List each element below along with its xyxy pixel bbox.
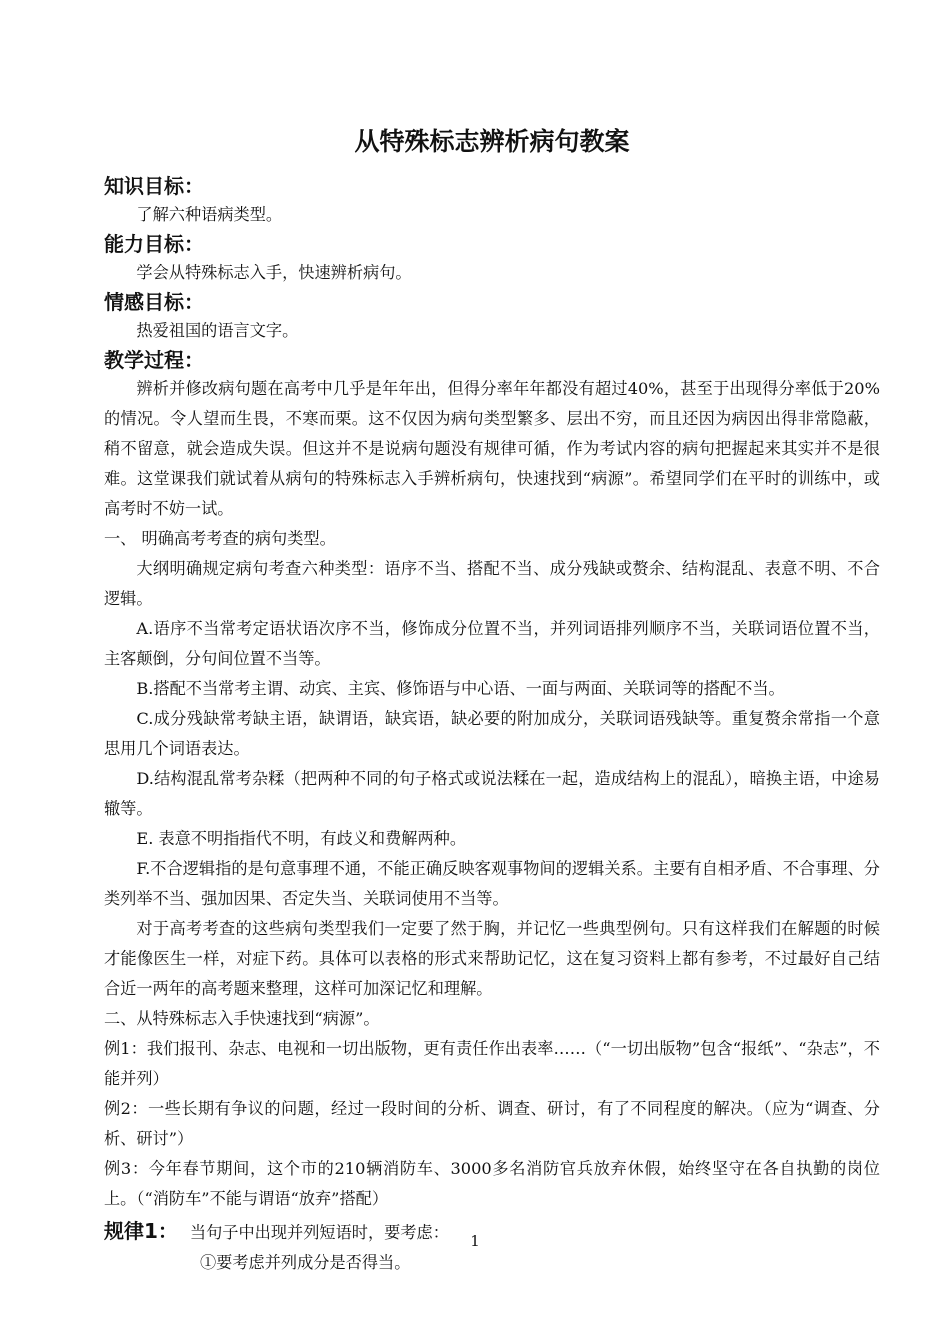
page-title: 从特殊标志辨析病句教案 bbox=[354, 127, 630, 156]
part1-text: 大纲明确规定病句考查六种类型：语序不当、搭配不当、成分残缺或赘余、结构混乱、表意不明、不合逻辑。 bbox=[104, 559, 880, 608]
emotion-text: 热爱祖国的语言文字。 bbox=[136, 321, 299, 340]
part1-heading: 一、 明确高考考查的病句类型。 bbox=[104, 529, 336, 548]
type-f-paragraph: F.不合逻辑指的是句意事理不通，不能正确反映客观事物间的逻辑关系。主要有自相矛盾、不合事理、分类列举不当、强加因果、否定失当、关联词使用不当等。 bbox=[104, 859, 880, 908]
intro-paragraph: 辨析并修改病句题在高考中几乎是年年出，但得分率年年都没有超过40%，甚至于出现得分率低于20%的情况。令人望而生畏，不寒而栗。这不仅因为病句类型繁多、层出不穷，而且还因为病因出得非常隐蔽，稍不留意，就会造成失误。但这并不是说病句题没有规律可循，作为考试内容的病句把握起来其实并不是很难。这堂课我们就试着从病句的特殊标志入手辨析病句，快速找到“病源”。希望同学们在平时的训练中，或高考时不妨一试。 bbox=[104, 379, 880, 518]
summary-paragraph: 对于高考考查的这些病句类型我们一定要了然于胸，并记忆一些典型例句。只有这样我们在解题的时候才能像医生一样，对症下药。具体可以表格的形式来帮助记忆，这在复习资料上都有参考，不过最好自己结合近一两年的高考题来整理，这样可加深记忆和理解。 bbox=[104, 919, 880, 998]
type-b-paragraph: B.搭配不当常考主谓、动宾、主宾、修饰语与中心语、一面与两面、关联词等的搭配不当。 bbox=[136, 679, 785, 698]
example-1: 例1：我们报刊、杂志、电视和一切出版物，更有责任作出表率……（“一切出版物”包含“报纸”、“杂志”，不能并列） bbox=[104, 1039, 880, 1088]
rule-1-sub-1: ①要考虑并列成分是否得当。 bbox=[200, 1253, 411, 1272]
knowledge-heading: 知识目标： bbox=[104, 174, 204, 198]
part2-heading: 二、从特殊标志入手快速找到“病源”。 bbox=[104, 1009, 380, 1028]
type-c-paragraph: C.成分残缺常考缺主语，缺谓语，缺宾语，缺必要的附加成分，关联词语残缺等。重复赘余常指一个意思用几个词语表达。 bbox=[104, 709, 880, 758]
document-page bbox=[104, 118, 880, 1278]
type-e-paragraph: E. 表意不明指指代不明，有歧义和费解两种。 bbox=[136, 829, 467, 848]
ability-heading: 能力目标： bbox=[104, 232, 204, 256]
example-2: 例2：一些长期有争议的问题，经过一段时间的分析、调查、研讨，有了不同程度的解决。（应为“调查、分析、研讨”） bbox=[104, 1099, 880, 1148]
page-number: 1 bbox=[470, 1232, 480, 1250]
type-a-paragraph: A.语序不当常考定语状语次序不当，修饰成分位置不当，并列词语排列顺序不当，关联词语位置不当，主客颠倒，分句间位置不当等。 bbox=[104, 619, 880, 668]
rule-1-label: 规律1： bbox=[104, 1219, 178, 1243]
knowledge-text: 了解六种语病类型。 bbox=[136, 205, 283, 224]
emotion-heading: 情感目标： bbox=[104, 290, 204, 314]
rule-1-text: 当句子中出现并列短语时，要考虑： bbox=[189, 1223, 449, 1242]
example-3: 例3：今年春节期间，这个市的210辆消防车、3000多名消防官兵放弃休假，始终坚守在各自执勤的岗位上。（“消防车”不能与谓语“放弃”搭配） bbox=[104, 1159, 880, 1208]
type-d-paragraph: D.结构混乱常考杂糅（把两种不同的句子格式或说法糅在一起，造成结构上的混乱），暗换主语，中途易辙等。 bbox=[104, 769, 880, 818]
process-heading: 教学过程： bbox=[104, 348, 204, 372]
ability-text: 学会从特殊标志入手，快速辨析病句。 bbox=[136, 263, 412, 282]
